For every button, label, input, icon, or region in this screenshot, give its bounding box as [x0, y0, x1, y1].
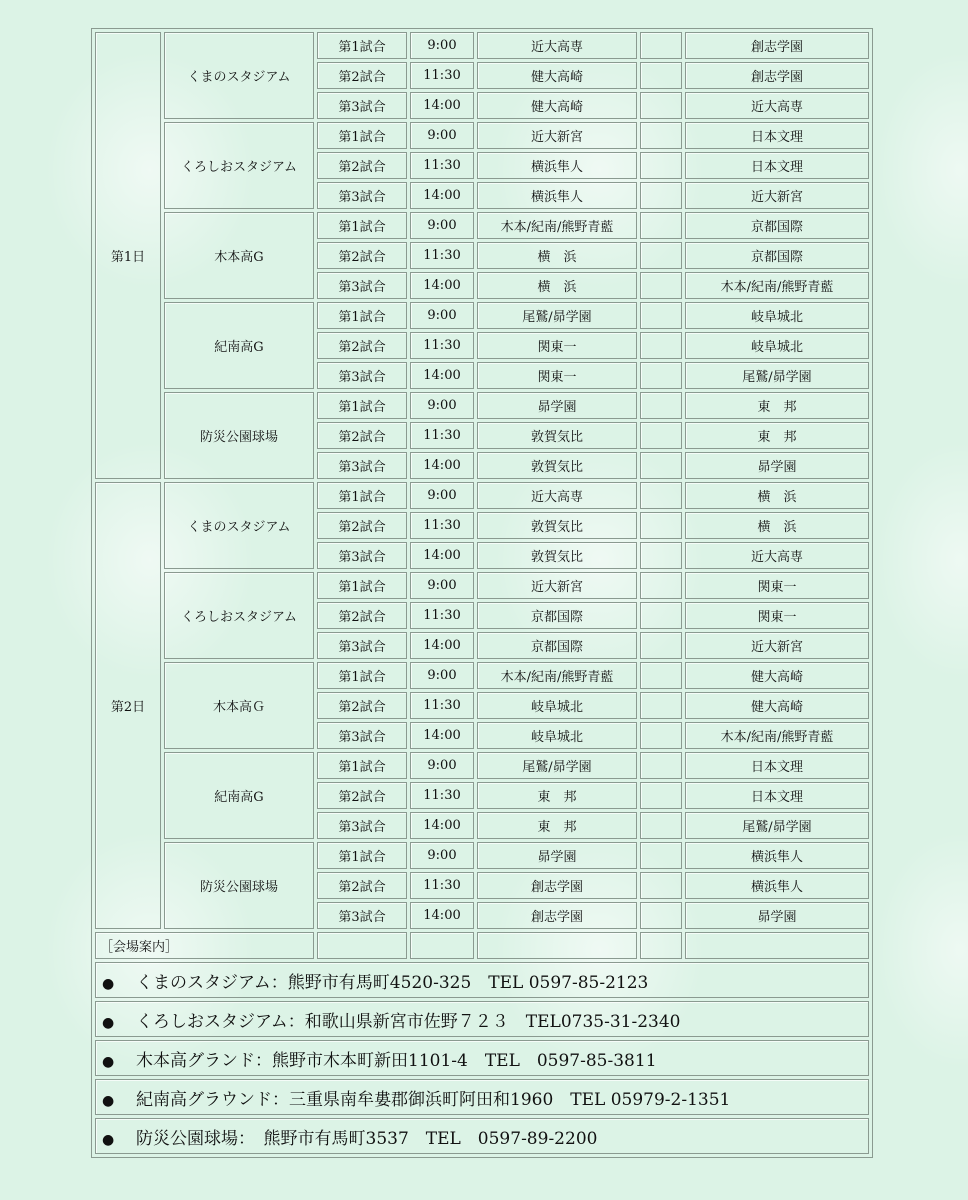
game-time: 11:30 [410, 242, 474, 269]
game-number: 第3試合 [317, 722, 407, 749]
bullet-icon: ● [102, 1053, 115, 1070]
spacer-cell [640, 332, 682, 359]
game-time: 11:30 [410, 332, 474, 359]
home-team: 横 浜 [477, 242, 637, 269]
bullet-icon: ● [102, 975, 115, 992]
game-time: 14:00 [410, 812, 474, 839]
game-number: 第3試合 [317, 362, 407, 389]
venue-name: くまのスタジアム [164, 32, 314, 119]
away-team: 健大高崎 [685, 662, 869, 689]
venue-info-text: くまのスタジアム：熊野市有馬町4520-325 TEL 0597-85-2123 [136, 972, 649, 993]
spacer-cell [640, 572, 682, 599]
game-time: 9:00 [410, 212, 474, 239]
game-number: 第3試合 [317, 632, 407, 659]
game-time: 14:00 [410, 272, 474, 299]
venue-info-row [95, 1118, 869, 1154]
away-team: 関東一 [685, 572, 869, 599]
away-team: 横 浜 [685, 512, 869, 539]
venue-info-item [95, 1079, 869, 1115]
away-team: 東 邦 [685, 422, 869, 449]
game-number: 第2試合 [317, 512, 407, 539]
spacer-cell [640, 62, 682, 89]
game-number: 第2試合 [317, 62, 407, 89]
home-team: 京都国際 [477, 602, 637, 629]
spacer-cell [640, 752, 682, 779]
spacer-cell [640, 122, 682, 149]
game-time: 9:00 [410, 32, 474, 59]
game-time: 11:30 [410, 602, 474, 629]
game-number: 第1試合 [317, 212, 407, 239]
venue-info-item [95, 1118, 869, 1154]
spacer-cell [640, 512, 682, 539]
game-number: 第1試合 [317, 392, 407, 419]
venue-name: くまのスタジアム [164, 482, 314, 569]
game-time: 9:00 [410, 482, 474, 509]
venue-name: くろしおスタジアム [164, 122, 314, 209]
game-row [95, 32, 869, 59]
game-time: 14:00 [410, 452, 474, 479]
away-team: 東 邦 [685, 392, 869, 419]
home-team: 関東一 [477, 332, 637, 359]
home-team: 創志学園 [477, 902, 637, 929]
venue-name: 紀南高G [164, 752, 314, 839]
game-number: 第1試合 [317, 122, 407, 149]
away-team: 横浜隼人 [685, 842, 869, 869]
game-number: 第1試合 [317, 572, 407, 599]
home-team: 関東一 [477, 362, 637, 389]
home-team: 昴学園 [477, 842, 637, 869]
away-team: 岐阜城北 [685, 302, 869, 329]
home-team: 健大高崎 [477, 62, 637, 89]
home-team: 敦賀気比 [477, 452, 637, 479]
away-team: 尾鷲/昴学園 [685, 362, 869, 389]
game-number: 第2試合 [317, 872, 407, 899]
away-team: 近大高専 [685, 92, 869, 119]
game-time: 9:00 [410, 302, 474, 329]
away-team: 昴学園 [685, 902, 869, 929]
away-team: 日本文理 [685, 782, 869, 809]
venue-info-text: 防災公園球場： 熊野市有馬町3537 TEL 0597-89-2200 [136, 1128, 598, 1149]
spacer-cell [640, 722, 682, 749]
away-team: 近大新宮 [685, 182, 869, 209]
away-team: 岐阜城北 [685, 332, 869, 359]
game-row [95, 752, 869, 779]
bullet-icon: ● [102, 1131, 115, 1148]
game-time: 9:00 [410, 842, 474, 869]
game-number: 第3試合 [317, 902, 407, 929]
bullet-icon: ● [102, 1092, 115, 1109]
venue-info-heading: ［会場案内］ [95, 932, 314, 959]
home-team: 横浜隼人 [477, 182, 637, 209]
away-team: 近大高専 [685, 542, 869, 569]
game-number: 第2試合 [317, 782, 407, 809]
venue-info-row [95, 1040, 869, 1076]
spacer-cell [640, 32, 682, 59]
spacer-cell [640, 812, 682, 839]
venue-info-item [95, 1040, 869, 1076]
game-time: 14:00 [410, 182, 474, 209]
schedule-body [95, 32, 869, 1154]
game-number: 第1試合 [317, 842, 407, 869]
game-row [95, 482, 869, 509]
home-team: 健大高崎 [477, 92, 637, 119]
game-row [95, 302, 869, 329]
game-number: 第3試合 [317, 812, 407, 839]
spacer-cell [640, 152, 682, 179]
spacer-cell [640, 212, 682, 239]
game-time: 11:30 [410, 512, 474, 539]
game-number: 第1試合 [317, 752, 407, 779]
away-team: 昴学園 [685, 452, 869, 479]
away-team: 横浜隼人 [685, 872, 869, 899]
empty-cell [410, 932, 474, 959]
empty-cell [685, 932, 869, 959]
schedule-table [91, 28, 873, 1158]
spacer-cell [640, 662, 682, 689]
venue-info-text: 木本高グランド：熊野市木本町新田1101-4 TEL 0597-85-3811 [136, 1050, 657, 1071]
game-number: 第3試合 [317, 182, 407, 209]
venue-info-row [95, 1079, 869, 1115]
spacer-cell [640, 392, 682, 419]
venue-info-item [95, 1001, 869, 1037]
empty-cell [317, 932, 407, 959]
spacer-cell [640, 842, 682, 869]
away-team: 日本文理 [685, 752, 869, 779]
spacer-cell [640, 302, 682, 329]
venue-name: 防災公園球場 [164, 842, 314, 929]
spacer-cell [640, 902, 682, 929]
spacer-cell [640, 242, 682, 269]
home-team: 敦賀気比 [477, 542, 637, 569]
empty-cell [640, 932, 682, 959]
day-label: 第2日 [95, 482, 161, 929]
venue-info-row [95, 1001, 869, 1037]
game-time: 11:30 [410, 872, 474, 899]
game-row [95, 122, 869, 149]
home-team: 尾鷲/昴学園 [477, 752, 637, 779]
home-team: 横浜隼人 [477, 152, 637, 179]
game-row [95, 662, 869, 689]
game-number: 第2試合 [317, 152, 407, 179]
away-team: 創志学園 [685, 32, 869, 59]
venue-name: くろしおスタジアム [164, 572, 314, 659]
away-team: 京都国際 [685, 242, 869, 269]
home-team: 岐阜城北 [477, 692, 637, 719]
home-team: 尾鷲/昴学園 [477, 302, 637, 329]
game-number: 第1試合 [317, 32, 407, 59]
home-team: 京都国際 [477, 632, 637, 659]
game-time: 14:00 [410, 542, 474, 569]
away-team: 関東一 [685, 602, 869, 629]
game-time: 14:00 [410, 722, 474, 749]
home-team: 近大高専 [477, 32, 637, 59]
game-number: 第2試合 [317, 332, 407, 359]
home-team: 東 邦 [477, 812, 637, 839]
spacer-cell [640, 542, 682, 569]
game-number: 第2試合 [317, 602, 407, 629]
game-time: 9:00 [410, 662, 474, 689]
game-number: 第3試合 [317, 92, 407, 119]
away-team: 木本/紀南/熊野青藍 [685, 272, 869, 299]
game-time: 9:00 [410, 572, 474, 599]
day-label: 第1日 [95, 32, 161, 479]
bullet-icon: ● [102, 1014, 115, 1031]
venue-name: 紀南高G [164, 302, 314, 389]
game-time: 14:00 [410, 92, 474, 119]
home-team: 近大新宮 [477, 572, 637, 599]
game-row [95, 572, 869, 599]
away-team: 創志学園 [685, 62, 869, 89]
spacer-cell [640, 452, 682, 479]
home-team: 創志学園 [477, 872, 637, 899]
away-team: 日本文理 [685, 122, 869, 149]
venue-info-text: 紀南高グラウンド：三重県南牟婁郡御浜町阿田和1960 TEL 05979-2-1351 [136, 1089, 731, 1110]
game-row [95, 392, 869, 419]
spacer-cell [640, 872, 682, 899]
home-team: 木本/紀南/熊野青藍 [477, 662, 637, 689]
away-team: 近大新宮 [685, 632, 869, 659]
away-team: 木本/紀南/熊野青藍 [685, 722, 869, 749]
game-number: 第2試合 [317, 692, 407, 719]
away-team: 横 浜 [685, 482, 869, 509]
game-time: 11:30 [410, 782, 474, 809]
game-row [95, 842, 869, 869]
spacer-cell [640, 422, 682, 449]
empty-cell [477, 932, 637, 959]
game-time: 14:00 [410, 632, 474, 659]
spacer-cell [640, 632, 682, 659]
venue-name: 木本高G [164, 212, 314, 299]
game-time: 9:00 [410, 122, 474, 149]
home-team: 近大新宮 [477, 122, 637, 149]
home-team: 昴学園 [477, 392, 637, 419]
game-time: 11:30 [410, 692, 474, 719]
game-number: 第3試合 [317, 542, 407, 569]
spacer-cell [640, 692, 682, 719]
spacer-cell [640, 482, 682, 509]
venue-name: 木本高Ｇ [164, 662, 314, 749]
game-number: 第3試合 [317, 452, 407, 479]
spacer-cell [640, 362, 682, 389]
venue-info-row [95, 962, 869, 998]
game-time: 14:00 [410, 362, 474, 389]
game-time: 11:30 [410, 62, 474, 89]
away-team: 尾鷲/昴学園 [685, 812, 869, 839]
game-number: 第1試合 [317, 302, 407, 329]
game-row [95, 212, 869, 239]
game-time: 11:30 [410, 152, 474, 179]
game-number: 第1試合 [317, 482, 407, 509]
game-number: 第3試合 [317, 272, 407, 299]
away-team: 日本文理 [685, 152, 869, 179]
home-team: 近大高専 [477, 482, 637, 509]
game-number: 第2試合 [317, 422, 407, 449]
game-time: 11:30 [410, 422, 474, 449]
spacer-cell [640, 272, 682, 299]
home-team: 木本/紀南/熊野青藍 [477, 212, 637, 239]
spacer-cell [640, 92, 682, 119]
away-team: 健大高崎 [685, 692, 869, 719]
game-number: 第2試合 [317, 242, 407, 269]
game-time: 9:00 [410, 752, 474, 779]
home-team: 横 浜 [477, 272, 637, 299]
home-team: 敦賀気比 [477, 422, 637, 449]
venue-info-item [95, 962, 869, 998]
venue-name: 防災公園球場 [164, 392, 314, 479]
home-team: 敦賀気比 [477, 512, 637, 539]
spacer-cell [640, 602, 682, 629]
game-time: 9:00 [410, 392, 474, 419]
spacer-cell [640, 182, 682, 209]
home-team: 東 邦 [477, 782, 637, 809]
game-time: 14:00 [410, 902, 474, 929]
home-team: 岐阜城北 [477, 722, 637, 749]
venue-info-text: くろしおスタジアム：和歌山県新宮市佐野７２３ TEL0735-31-2340 [136, 1011, 681, 1032]
spacer-cell [640, 782, 682, 809]
away-team: 京都国際 [685, 212, 869, 239]
venue-info-heading-row [95, 932, 869, 959]
game-number: 第1試合 [317, 662, 407, 689]
